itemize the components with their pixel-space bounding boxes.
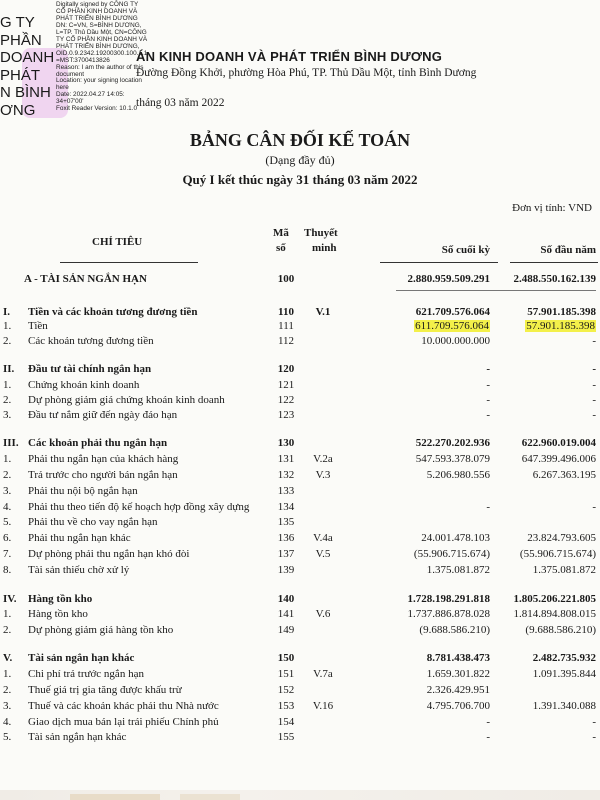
row-number: I. bbox=[3, 306, 11, 318]
row-item-name: Các khoản tương đương tiền bbox=[28, 335, 154, 347]
row-end-value: 4.795.706.700 bbox=[426, 700, 490, 712]
signature-detail-line: PHÁT TRIỂN BÌNH DƯƠNG bbox=[56, 14, 138, 22]
table-row bbox=[0, 700, 600, 717]
row-begin-value: (55.906.715.674) bbox=[519, 548, 596, 560]
row-begin-value: - bbox=[592, 363, 596, 375]
table-row bbox=[0, 532, 600, 549]
signature-company-line: ƠNG bbox=[0, 101, 36, 119]
row-item-name: Dự phòng giảm giá chứng khoán kinh doanh bbox=[28, 394, 225, 406]
row-end-value: 1.737.886.878.028 bbox=[407, 608, 490, 620]
row-end-value: 522.270.202.936 bbox=[415, 437, 490, 449]
signature-detail-line: CỔ PHẦN KINH DOANH VÀ bbox=[56, 7, 138, 15]
column-header-note-2: minh bbox=[312, 242, 337, 254]
signature-company-line: N BÌNH bbox=[0, 84, 51, 101]
row-number: 5. bbox=[3, 516, 12, 528]
row-item-name: Chứng khoán kinh doanh bbox=[28, 379, 140, 391]
row-end-value: 2.326.429.951 bbox=[426, 684, 490, 696]
report-subtitle: (Dạng đầy đủ) bbox=[265, 153, 335, 167]
table-row bbox=[0, 608, 600, 625]
row-begin-value: 1.814.894.808.015 bbox=[513, 608, 596, 620]
row-end-value: 10.000.000.000 bbox=[421, 335, 490, 347]
column-header-code-2: số bbox=[276, 242, 286, 254]
column-header-end: Số cuối kỳ bbox=[441, 244, 490, 256]
row-begin-value: (9.688.586.210) bbox=[525, 624, 596, 636]
row-item-name: Đầu tư nắm giữ đến ngày đáo hạn bbox=[28, 409, 178, 421]
row-number: 2. bbox=[3, 469, 12, 481]
row-end-value: 1.375.081.872 bbox=[426, 564, 490, 576]
row-code: 130 bbox=[277, 437, 295, 449]
row-code: 135 bbox=[277, 516, 295, 528]
row-begin-value: - bbox=[592, 731, 596, 743]
row-begin-value: 1.391.340.088 bbox=[532, 700, 596, 712]
row-item-name: Phải thu ngắn hạn của khách hàng bbox=[28, 453, 179, 465]
row-item-name: Phải thu nội bộ ngắn hạn bbox=[28, 485, 138, 497]
row-begin-value: 1.375.081.872 bbox=[532, 564, 596, 576]
row-code: 121 bbox=[277, 379, 295, 391]
signature-detail-line: Digitally signed by CÔNG TY bbox=[56, 1, 139, 8]
row-code: 123 bbox=[277, 409, 295, 421]
row-number: 2. bbox=[3, 684, 12, 696]
row-number: 1. bbox=[3, 320, 12, 332]
row-number: 7. bbox=[3, 548, 12, 560]
row-code: 153 bbox=[277, 700, 295, 712]
row-item-name: Tiền bbox=[28, 320, 48, 332]
row-begin-value: 647.399.496.006 bbox=[521, 453, 596, 465]
signature-company-name bbox=[0, 14, 64, 119]
row-item-name: Hàng tồn kho bbox=[28, 593, 93, 605]
signature-detail-line: Date: 2022.04.27 14:05: bbox=[56, 91, 125, 99]
row-end-value: 5.206.980.556 bbox=[426, 469, 490, 481]
row-note: V.7a bbox=[313, 668, 333, 680]
table-row bbox=[0, 548, 600, 565]
row-begin-value bbox=[525, 320, 596, 332]
row-item-name: Tài sản ngắn hạn khác bbox=[28, 731, 127, 743]
company-address: Đường Đồng Khởi, phường Hòa Phú, TP. Thủ Dầu Một, tỉnh Bình Dương bbox=[136, 67, 477, 79]
row-begin-value: - bbox=[592, 409, 596, 421]
row-code: 131 bbox=[277, 453, 295, 465]
row-number: 8. bbox=[3, 564, 12, 576]
row-item-name: Phải thu về cho vay ngắn hạn bbox=[28, 516, 158, 528]
signature-detail-line: Location: your signing location bbox=[56, 77, 142, 85]
total-rule bbox=[396, 290, 500, 291]
row-item-name: Các khoản phải thu ngắn hạn bbox=[28, 437, 168, 449]
currency-unit: Đơn vị tính: VND bbox=[512, 202, 592, 214]
row-code: 150 bbox=[277, 652, 295, 664]
table-row bbox=[0, 469, 600, 486]
row-code: 140 bbox=[277, 593, 295, 605]
row-number: 4. bbox=[3, 716, 12, 728]
row-number: 1. bbox=[3, 668, 12, 680]
table-row bbox=[0, 485, 600, 502]
row-begin-value: 6.267.363.195 bbox=[532, 469, 596, 481]
row-end-value: 2.880.959.509.291 bbox=[407, 273, 490, 285]
total-rule bbox=[500, 290, 596, 291]
row-item-name: Dự phòng giảm giá hàng tồn kho bbox=[28, 624, 174, 636]
highlighted-value: 611.709.576.064 bbox=[415, 320, 489, 332]
row-end-value: 547.593.378.079 bbox=[415, 453, 490, 465]
row-number: IV. bbox=[3, 593, 17, 605]
row-number: 6. bbox=[3, 532, 12, 544]
row-note: V.1 bbox=[315, 306, 331, 318]
row-number: 3. bbox=[3, 409, 12, 421]
row-begin-value: - bbox=[592, 501, 596, 513]
row-code: 133 bbox=[277, 485, 295, 497]
row-item-name: Tiền và các khoản tương đương tiền bbox=[28, 306, 198, 318]
column-header-note: Thuyết bbox=[304, 227, 338, 239]
page-stain bbox=[70, 794, 160, 800]
signature-detail-line: OID.0.9.2342.19200300.100.1.1 bbox=[56, 49, 148, 57]
row-code: 155 bbox=[277, 731, 295, 743]
row-code: 100 bbox=[277, 273, 295, 285]
row-code: 152 bbox=[277, 684, 295, 696]
row-code: 132 bbox=[277, 469, 295, 481]
row-begin-value: - bbox=[592, 379, 596, 391]
row-item-name: Thuế và các khoản khác phải thu Nhà nước bbox=[28, 700, 219, 712]
row-number: 2. bbox=[3, 624, 12, 636]
row-item-name: A - TÀI SẢN NGẮN HẠN bbox=[24, 273, 147, 285]
row-code: 120 bbox=[277, 363, 295, 375]
row-code: 136 bbox=[277, 532, 295, 544]
signature-company-line: PHÁT bbox=[0, 66, 41, 84]
row-code: 141 bbox=[277, 608, 295, 620]
table-row bbox=[0, 273, 600, 290]
row-item-name: Dự phòng phải thu ngắn hạn khó đòi bbox=[28, 548, 190, 560]
row-code: 149 bbox=[277, 624, 295, 636]
table-row bbox=[0, 564, 600, 581]
row-end-value: 621.709.576.064 bbox=[415, 306, 490, 318]
row-code: 151 bbox=[277, 668, 295, 680]
row-number: III. bbox=[3, 437, 19, 449]
row-end-value: - bbox=[486, 409, 490, 421]
row-end-value: - bbox=[486, 379, 490, 391]
row-number: 1. bbox=[3, 453, 12, 465]
row-end-value: (9.688.586.210) bbox=[419, 624, 490, 636]
signature-detail-line: 34+07'00' bbox=[56, 98, 84, 106]
table-row bbox=[0, 652, 600, 669]
row-number: 1. bbox=[3, 608, 12, 620]
header-rule bbox=[60, 262, 198, 263]
table-row bbox=[0, 516, 600, 533]
table-row bbox=[0, 335, 600, 352]
row-number: 5. bbox=[3, 731, 12, 743]
row-number: V. bbox=[3, 652, 13, 664]
row-code: 111 bbox=[278, 320, 294, 332]
row-note: V.6 bbox=[315, 608, 331, 620]
signature-detail-line: here bbox=[56, 84, 69, 92]
row-note: V.3 bbox=[315, 469, 331, 481]
row-number: 1. bbox=[3, 379, 12, 391]
row-end-value: - bbox=[486, 394, 490, 406]
row-code: 112 bbox=[277, 335, 295, 347]
row-begin-value: 57.901.185.398 bbox=[527, 306, 596, 318]
signature-detail-line: PHÁT TRIỂN BÌNH DƯƠNG, bbox=[56, 42, 140, 50]
row-note: V.5 bbox=[315, 548, 331, 560]
table-row bbox=[0, 624, 600, 641]
row-begin-value: 1.805.206.221.805 bbox=[513, 593, 596, 605]
signature-detail-line: =MST:3700413826 bbox=[56, 56, 110, 64]
row-note: V.16 bbox=[312, 700, 334, 712]
report-period: Quý I kết thúc ngày 31 tháng 03 năm 2022 bbox=[182, 172, 418, 187]
row-note: V.4a bbox=[313, 532, 333, 544]
row-number: 2. bbox=[3, 394, 12, 406]
row-end-value: - bbox=[486, 363, 490, 375]
row-end-value: 1.728.198.291.818 bbox=[407, 593, 490, 605]
row-end-value: (55.906.715.674) bbox=[413, 548, 490, 560]
row-number: 3. bbox=[3, 700, 12, 712]
table-row bbox=[0, 731, 600, 748]
row-end-value bbox=[414, 320, 490, 332]
row-item-name: Hàng tồn kho bbox=[28, 608, 88, 620]
signature-detail-line: document bbox=[56, 70, 85, 78]
row-end-value: - bbox=[486, 731, 490, 743]
signature-detail-line: L=TP. Thủ Dầu Một, CN=CÔNG bbox=[56, 28, 147, 36]
row-end-value: - bbox=[486, 501, 490, 513]
row-item-name: Đầu tư tài chính ngắn hạn bbox=[28, 363, 152, 375]
row-item-name: Phải thu theo tiến độ kế hoạch hợp đồng xây dựng bbox=[28, 501, 250, 513]
signature-company-line: G TY bbox=[0, 14, 35, 31]
column-header-item: CHỈ TIÊU bbox=[92, 236, 143, 248]
table-row bbox=[0, 668, 600, 685]
signature-detail-line: Foxit Reader Version: 10.1.0 bbox=[56, 105, 137, 113]
row-number: 3. bbox=[3, 485, 12, 497]
row-item-name: Tài sản thiếu chờ xử lý bbox=[28, 564, 130, 576]
table-row bbox=[0, 437, 600, 454]
row-item-name: Giao dịch mua bán lại trái phiếu Chính phủ bbox=[28, 716, 219, 728]
table-row bbox=[0, 453, 600, 470]
row-code: 122 bbox=[277, 394, 295, 406]
row-item-name: Thuế giá trị gia tăng được khấu trừ bbox=[28, 684, 182, 696]
row-begin-value: - bbox=[592, 716, 596, 728]
row-number: II. bbox=[3, 363, 15, 375]
row-code: 110 bbox=[278, 306, 294, 318]
highlighted-value: 57.901.185.398 bbox=[526, 320, 595, 332]
row-code: 139 bbox=[277, 564, 295, 576]
row-number: 4. bbox=[3, 501, 12, 513]
header-rule bbox=[380, 262, 498, 263]
row-code: 154 bbox=[277, 716, 295, 728]
row-item-name: Tài sản ngắn hạn khác bbox=[28, 652, 135, 664]
table-row bbox=[0, 363, 600, 380]
signature-detail-line: Reason: I am the author of this bbox=[56, 63, 144, 71]
signature-detail-line: TY CỔ PHẦN KINH DOANH VÀ bbox=[56, 35, 148, 43]
row-code: 134 bbox=[277, 501, 295, 513]
row-begin-value: 1.091.395.844 bbox=[532, 668, 596, 680]
page-stain bbox=[180, 794, 240, 800]
report-title: BẢNG CÂN ĐỐI KẾ TOÁN bbox=[189, 130, 411, 150]
row-begin-value: 2.482.735.932 bbox=[532, 652, 596, 664]
signature-detail-line: DN: C=VN, S=BÌNH DƯƠNG, bbox=[56, 21, 142, 29]
row-begin-value: 622.960.019.004 bbox=[521, 437, 596, 449]
company-name: ÁN KINH DOANH VÀ PHÁT TRIỂN BÌNH DƯƠNG bbox=[136, 49, 443, 64]
header-rule bbox=[510, 262, 598, 263]
row-number: 2. bbox=[3, 335, 12, 347]
row-end-value: - bbox=[486, 716, 490, 728]
signature-company-line: PHẦN bbox=[0, 31, 42, 49]
row-note: V.2a bbox=[313, 453, 333, 465]
row-code: 137 bbox=[277, 548, 295, 560]
row-item-name: Phải thu ngắn hạn khác bbox=[28, 532, 131, 544]
row-item-name: Chi phí trả trước ngắn hạn bbox=[28, 668, 144, 680]
column-header-begin: Số đầu năm bbox=[540, 244, 596, 256]
signature-company-line: DOANH bbox=[0, 49, 55, 66]
row-begin-value: 23.824.793.605 bbox=[527, 532, 596, 544]
row-begin-value: - bbox=[592, 335, 596, 347]
row-item-name: Trả trước cho người bán ngắn hạn bbox=[28, 469, 178, 481]
row-end-value: 8.781.438.473 bbox=[426, 652, 490, 664]
row-begin-value: - bbox=[592, 394, 596, 406]
table-row bbox=[0, 684, 600, 701]
header-date: tháng 03 năm 2022 bbox=[136, 97, 225, 109]
row-begin-value: 2.488.550.162.139 bbox=[513, 273, 596, 285]
row-end-value: 1.659.301.822 bbox=[426, 668, 490, 680]
row-end-value: 24.001.478.103 bbox=[421, 532, 490, 544]
column-header-code: Mã bbox=[273, 227, 289, 239]
table-row bbox=[0, 409, 600, 426]
